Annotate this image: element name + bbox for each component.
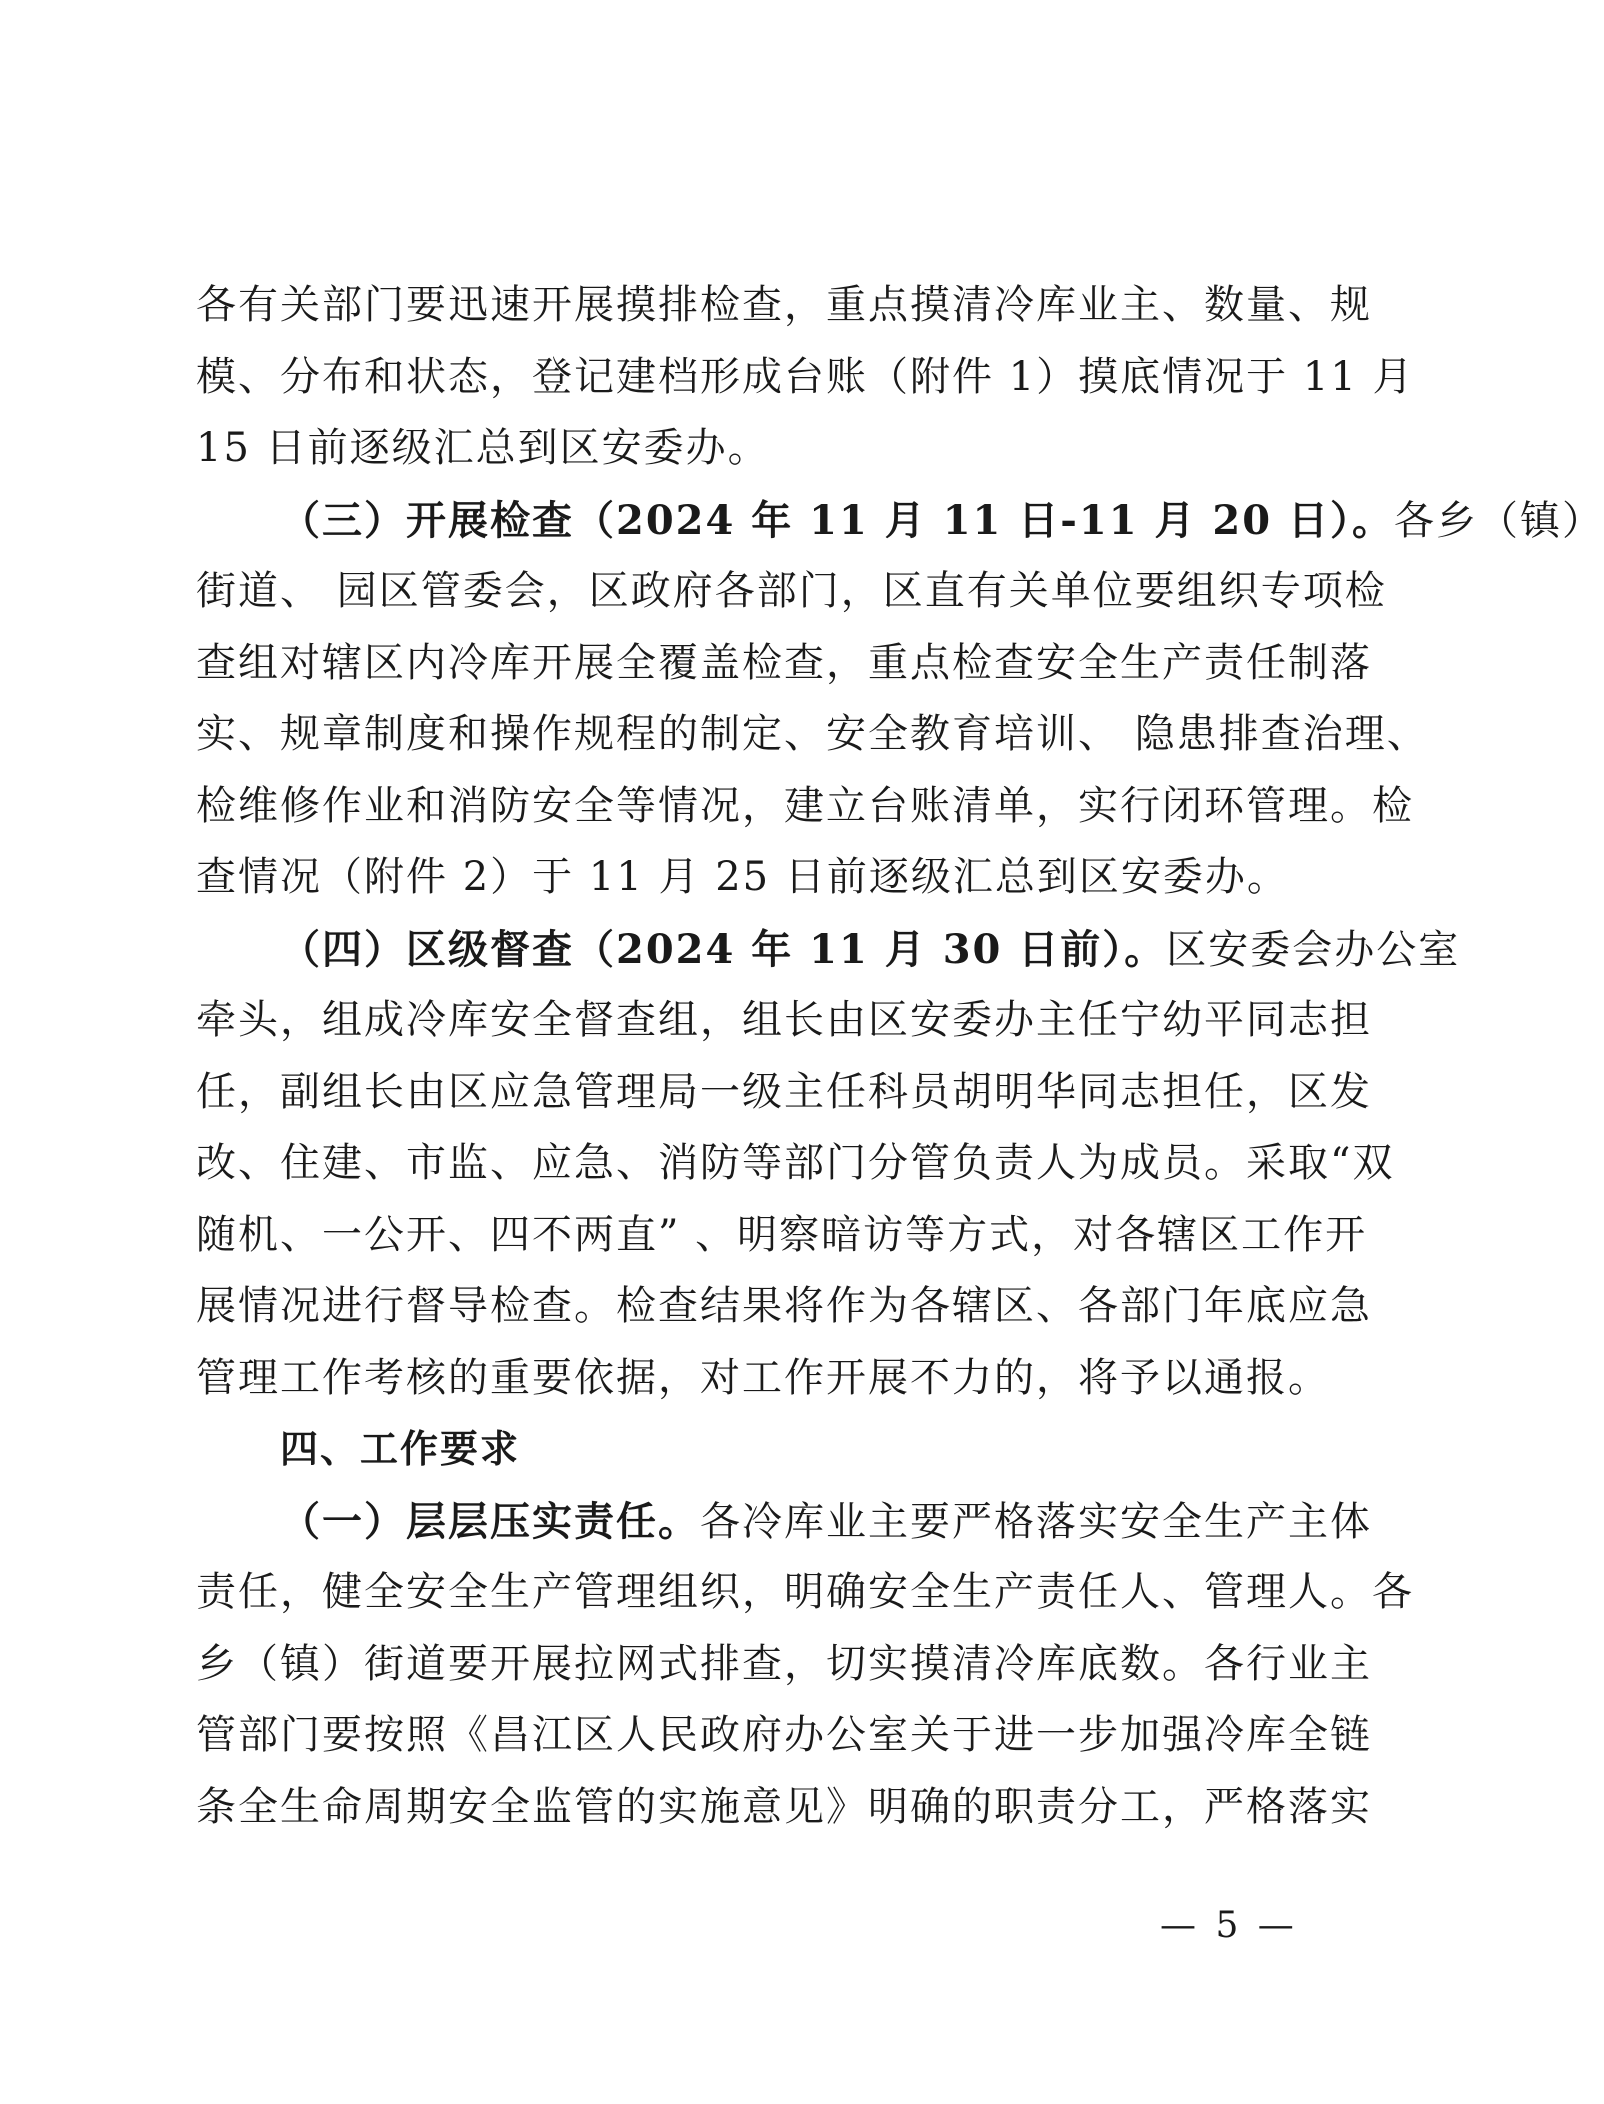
text-line: 责任，健全安全生产管理组织，明确安全生产责任人、管理人。各 bbox=[196, 1569, 1414, 1615]
section-4-title: （四）区级督查（2024 年 11 月 30 日前）。 bbox=[280, 925, 1167, 973]
page-number: — 5 — bbox=[1160, 1905, 1298, 1946]
requirement-1-first-line bbox=[196, 1486, 1372, 1558]
text-line: 展情况进行督导检查。检查结果将作为各辖区、各部门年底应急 bbox=[196, 1283, 1372, 1329]
text-line: 查情况（附件 2）于 11 月 25 日前逐级汇总到区安委办。 bbox=[196, 854, 1289, 900]
text-line: 改、住建、市监、应急、消防等部门分管负责人为成员。采取“双 bbox=[196, 1140, 1395, 1186]
text-line: 各有关部门要迅速开展摸排检查，重点摸清冷库业主、数量、规 bbox=[196, 282, 1372, 328]
section-3-first-line bbox=[196, 485, 1604, 557]
requirement-1-title: （一）层层压实责任。 bbox=[280, 1497, 700, 1545]
text-line: 15 日前逐级汇总到区安委办。 bbox=[196, 425, 770, 471]
text-line: 条全生命周期安全监管的实施意见》明确的职责分工，严格落实 bbox=[196, 1783, 1372, 1830]
text-line: 查组对辖区内冷库开展全覆盖检查，重点检查安全生产责任制落 bbox=[196, 639, 1372, 686]
section-heading: 四、工作要求 bbox=[280, 1427, 521, 1471]
text-line: 检维修作业和消防安全等情况，建立台账清单，实行闭环管理。检 bbox=[196, 782, 1414, 829]
text-line: 乡（镇）街道要开展拉网式排查，切实摸清冷库底数。各行业主 bbox=[196, 1640, 1372, 1687]
text-line: 街道、 园区管委会，区政府各部门，区直有关单位要组织专项检 bbox=[196, 568, 1387, 614]
section-3-text: 各乡（镇） bbox=[1394, 497, 1604, 544]
document-body bbox=[196, 270, 1604, 1843]
text-line: 管部门要按照《昌江区人民政府办公室关于进一步加强冷库全链 bbox=[196, 1712, 1372, 1758]
text-line: 随机、一公开、四不两直” 、明察暗访等方式，对各辖区工作开 bbox=[196, 1211, 1368, 1258]
requirement-1-text: 各冷库业主要严格落实安全生产主体 bbox=[700, 1498, 1372, 1545]
text-line: 牵头，组成冷库安全督查组，组长由区安委办主任宁幼平同志担 bbox=[196, 997, 1372, 1043]
text-line: 实、规章制度和操作规程的制定、安全教育培训、 隐患排查治理、 bbox=[196, 711, 1429, 757]
section-3-title: （三）开展检查（2024 年 11 月 11 日-11 月 20 日）。 bbox=[280, 496, 1394, 544]
text-line: 模、分布和状态，登记建档形成台账（附件 1）摸底情况于 11 月 bbox=[196, 353, 1415, 400]
text-line: 管理工作考核的重要依据，对工作开展不力的，将予以通报。 bbox=[196, 1354, 1330, 1401]
section-4-first-line bbox=[196, 914, 1461, 986]
text-line: 任，副组长由区应急管理局一级主任科员胡明华同志担任，区发 bbox=[196, 1068, 1372, 1115]
section-4-text: 区安委会办公室 bbox=[1166, 926, 1461, 973]
